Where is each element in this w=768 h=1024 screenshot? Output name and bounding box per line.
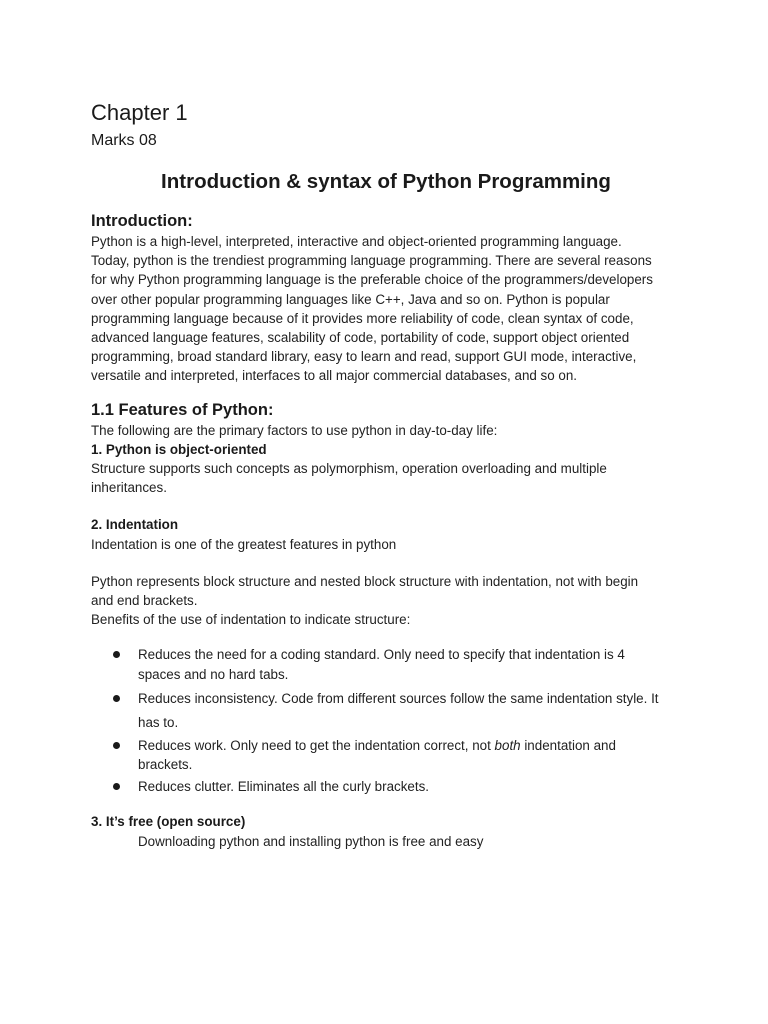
paragraph-line: Python represents block structure and nested block structure with indentation, not with begin: [91, 573, 639, 589]
bullet-dot-icon: [113, 695, 120, 702]
bullet-item: [91, 645, 681, 683]
bullet-line: has to.: [138, 714, 179, 730]
marks-label: Marks 08: [91, 132, 157, 149]
paragraph-line: inheritances.: [91, 480, 167, 496]
chapter-title: Chapter 1: [91, 100, 188, 125]
paragraph-line: Structure supports such concepts as polymorphism, operation overloading and multiple: [91, 461, 607, 477]
feature-object-oriented-text: [91, 459, 681, 497]
document-page: [91, 98, 681, 851]
paragraph-line: programming, broad standard library, easy to learn and read, support GUI mode, interactive,: [91, 349, 637, 365]
feature-open-source-heading: 3. It’s free (open source): [91, 814, 246, 830]
paragraph-line: versatile and interpreted, interfaces to all major commercial databases, and so on.: [91, 368, 578, 384]
paragraph-line: advanced language features, scalability of code, portability of code, support object oriented: [91, 330, 630, 346]
document-title: Introduction & syntax of Python Programming: [161, 170, 611, 193]
bullet-text: Reduces work. Only need to get the indentation correct, not: [138, 737, 495, 753]
paragraph-line: Python is a high-level, interpreted, interactive and object-oriented programming language.: [91, 234, 622, 249]
bullet-item: [91, 736, 681, 774]
bullet-line: [138, 736, 681, 755]
bullet-dot-icon: [113, 742, 120, 749]
benefits-bullet-list: [91, 645, 681, 796]
features-heading: 1.1 Features of Python:: [91, 400, 274, 419]
bullet-line: Reduces clutter. Eliminates all the curly brackets.: [138, 779, 429, 795]
bullet-item: [91, 777, 681, 796]
bullet-dot-icon: [113, 783, 120, 790]
feature-open-source-text: Downloading python and installing python is free and easy: [138, 833, 484, 849]
bullet-line: spaces and no hard tabs.: [138, 666, 289, 682]
bullet-item: [91, 687, 681, 735]
bullet-line: Reduces inconsistency. Code from different sources follow the same indentation style. It: [138, 690, 659, 706]
feature-object-oriented-heading: 1. Python is object-oriented: [91, 441, 267, 457]
paragraph-line: for why Python programming language is the preferable choice of the programmers/developers: [91, 272, 653, 288]
introduction-paragraph: [91, 232, 681, 386]
bullet-line: Reduces the need for a coding standard. Only need to specify that indentation is 4: [138, 647, 625, 663]
paragraph-line: Today, python is the trendiest programming language programming. There are several reasons: [91, 253, 652, 269]
paragraph-line: over other popular programming languages like C++, Java and so on. Python is popular: [91, 291, 610, 307]
feature-indentation-heading: 2. Indentation: [91, 517, 179, 533]
bullet-emphasis: both: [494, 737, 521, 753]
bullet-line: brackets.: [138, 757, 193, 773]
paragraph-line: programming language because of it provides more reliability of code, clean syntax of code,: [91, 310, 634, 326]
bullet-dot-icon: [113, 651, 120, 658]
features-lead-text: The following are the primary factors to use python in day-to-day life:: [91, 422, 498, 438]
paragraph-line: and end brackets.: [91, 593, 198, 609]
benefits-lead-text: Benefits of the use of indentation to indicate structure:: [91, 612, 411, 628]
introduction-heading: Introduction:: [91, 212, 193, 230]
block-structure-paragraph: [91, 572, 681, 610]
bullet-text: indentation and: [520, 737, 616, 753]
feature-indentation-text: Indentation is one of the greatest features in python: [91, 536, 397, 552]
